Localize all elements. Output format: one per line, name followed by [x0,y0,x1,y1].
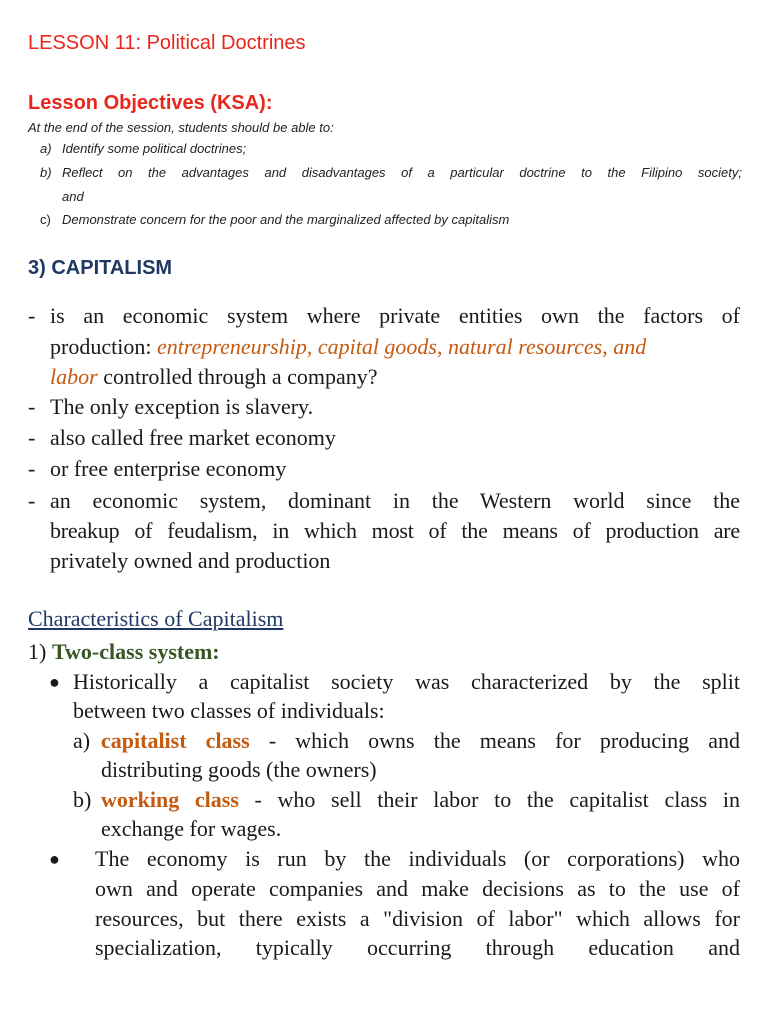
objective-marker: a) [40,141,52,156]
objective-b-marker-row [40,165,62,180]
working-class-term: working class [101,787,239,812]
capitalism-item-free-market: also called free market economy [50,425,336,450]
bullet-2-line-3: resources, but there exists a "division of labor" which allows for [95,906,740,931]
capitalism-item-exception: The only exception is slavery. [50,394,314,419]
capitalist-class-description: - which owns the means for producing and [249,728,740,753]
bullet-2-line-2: own and operate companies and make decisions as to the use of [95,876,740,901]
dash-marker: - [28,303,36,328]
definition-line-2 [50,333,646,361]
lesson-title: LESSON 11: Political Doctrines [28,32,306,54]
dash-marker: - [28,456,36,481]
objective-a [40,141,246,156]
bullet-marker: ● [49,849,60,869]
factor-labor: labor [50,364,98,389]
objectives-intro: At the end of the session, students should be able to: [28,120,334,135]
definition-line-3 [50,363,378,391]
working-class-description: - who sell their labor to the capitalist class in [238,787,740,812]
two-class-system-label: Two-class system: [52,639,220,664]
definition-text: controlled through a company? [97,364,378,389]
dash-marker: - [28,394,36,419]
bullet-1-line-1: Historically a capitalist society was characterized by the split [73,669,740,694]
objective-b-text: Reflect on the advantages and disadvantages of a particular doctrine to the Filipino society; [62,165,742,180]
bullet-marker: ● [49,672,60,692]
sub-item-marker: b) [73,787,92,812]
bullet-2-line-1: The economy is run by the individuals (or corporations) who [95,846,740,871]
objectives-heading: Lesson Objectives (KSA): [28,92,273,114]
definition-text: production: [50,334,157,359]
sub-item-marker: a) [73,728,91,753]
objective-text: Demonstrate concern for the poor and the marginalized affected by capitalism [62,212,510,227]
factors-of-production: entrepreneurship, capital goods, natural resources, and [156,334,647,359]
characteristics-heading: Characteristics of Capitalism [28,606,284,631]
objective-c [40,212,509,227]
working-class-line-2: exchange for wages. [101,816,282,841]
capitalism-item-free-enterprise: or free enterprise economy [50,456,287,481]
working-class-line-1 [101,786,740,814]
capitalism-item-western-line-2: breakup of feudalism, in which most of the means of production are [50,518,740,543]
capitalist-class-line-1 [101,727,740,755]
dash-marker: - [28,488,36,513]
capitalism-item-western-line-3: privately owned and production [50,548,331,573]
capitalist-class-line-2: distributing goods (the owners) [101,757,377,782]
objective-marker: b) [40,165,52,180]
bullet-1-line-2: between two classes of individuals: [73,698,385,723]
dash-marker: - [28,425,36,450]
capitalism-heading: 3) CAPITALISM [28,257,173,279]
characteristic-number: 1) [28,639,47,664]
objective-marker: c) [40,212,51,227]
capitalist-class-term: capitalist class [101,728,250,753]
bullet-2-line-4: specialization, typically occurring through education and [95,935,740,960]
objective-text: Identify some political doctrines; [62,141,247,156]
objective-b-continuation: and [62,189,84,204]
capitalism-item-western-line-1: an economic system, dominant in the Western world since the [50,488,740,513]
definition-line-1: is an economic system where private entities own the factors of [50,303,740,328]
